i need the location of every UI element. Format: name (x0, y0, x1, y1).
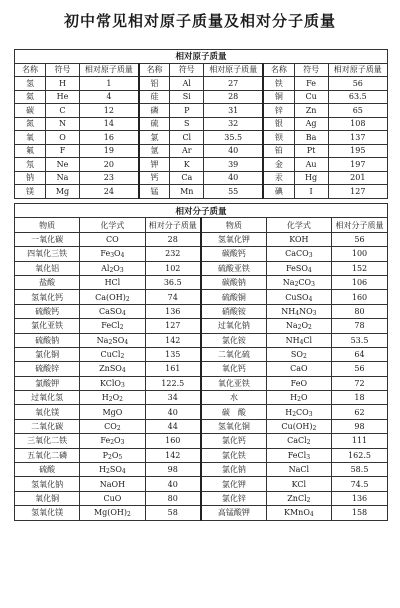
molecular-mass: 98 (332, 419, 388, 433)
substance-name: 氢氧化钾 (201, 232, 266, 246)
substance-name: 碳酸钙 (201, 247, 266, 261)
molecular-mass: 64 (332, 347, 388, 361)
chemical-formula: $NH_4NO_3$ (266, 304, 331, 318)
molecular-mass: 72 (332, 376, 388, 390)
table-row (15, 333, 388, 347)
table-row (15, 131, 388, 145)
substance-name: 盐酸 (15, 275, 80, 289)
chemical-formula: MgO (80, 405, 145, 419)
element-symbol: Na (45, 171, 79, 185)
substance-name: 五氧化二磷 (15, 448, 80, 462)
atomic-mass: 63.5 (328, 90, 387, 104)
atomic-mass: 108 (328, 117, 387, 131)
atomic-mass: 55 (204, 185, 263, 199)
atomic-mass: 20 (79, 158, 138, 172)
atomic-header: 符号 (170, 63, 204, 77)
chemical-formula: KMnO$_4$ (266, 506, 331, 520)
molecular-mass: 152 (332, 261, 388, 275)
element-symbol: P (170, 104, 204, 118)
molecular-mass: 160 (332, 290, 388, 304)
table-row (15, 434, 388, 448)
element-name: 锰 (139, 185, 170, 199)
element-symbol: Fe (294, 77, 328, 91)
table-row (15, 77, 388, 91)
molecular-mass: 58.5 (332, 463, 388, 477)
atomic-mass: 195 (328, 144, 387, 158)
atomic-mass-table (14, 49, 388, 199)
molecular-mass: 34 (145, 391, 201, 405)
chemical-formula: $Na_2CO_3$ (266, 275, 331, 289)
molecular-mass: 122.5 (145, 376, 201, 390)
element-symbol: Ba (294, 131, 328, 145)
page-title: 初中常见相对原子质量及相对分子质量 (63, 12, 336, 30)
substance-name: 水 (201, 391, 266, 405)
molecular-mass: 136 (332, 491, 388, 505)
chemical-formula: FeSO$_4$ (266, 261, 331, 275)
substance-name: 氯化钾 (201, 477, 266, 491)
element-symbol: F (45, 144, 79, 158)
chemical-formula: $Cu(OH)_2$ (266, 419, 331, 433)
table-row (15, 391, 388, 405)
table-row (15, 90, 388, 104)
atomic-mass: 201 (328, 171, 387, 185)
substance-name: 氯化锌 (201, 491, 266, 505)
chemical-formula: ZnSO$_4$ (80, 362, 145, 376)
chemical-formula: CO (80, 232, 145, 246)
chemical-formula: CaCO$_3$ (266, 247, 331, 261)
element-name: 碳 (15, 104, 46, 118)
substance-name: 四氧化三铁 (15, 247, 80, 261)
table-row (15, 232, 388, 246)
element-name: 氦 (15, 90, 46, 104)
element-name: 金 (263, 158, 294, 172)
molecular-mass: 232 (145, 247, 201, 261)
element-symbol: C (45, 104, 79, 118)
substance-name: 氯化钠 (201, 463, 266, 477)
table-row (15, 104, 388, 118)
table-row (15, 506, 388, 520)
atomic-section-title: 相对原子质量 (15, 50, 388, 64)
molecular-mass: 74.5 (332, 477, 388, 491)
atomic-mass: 12 (79, 104, 138, 118)
element-symbol: Pt (294, 144, 328, 158)
atomic-header: 名称 (139, 63, 170, 77)
atomic-mass: 35.5 (204, 131, 263, 145)
substance-name: 氯化钙 (201, 434, 266, 448)
substance-name: 氢氧化钠 (15, 477, 80, 491)
element-name: 氖 (15, 158, 46, 172)
molecular-mass: 135 (145, 347, 201, 361)
table-row (15, 419, 388, 433)
chemical-formula: $H_2SO_4$ (80, 463, 145, 477)
element-symbol: H (45, 77, 79, 91)
table-row (15, 448, 388, 462)
chemical-formula: ZnCl$_2$ (266, 491, 331, 505)
table-row (15, 158, 388, 172)
chemical-formula: CuSO$_4$ (266, 290, 331, 304)
atomic-header: 相对原子质量 (204, 63, 263, 77)
element-symbol: Hg (294, 171, 328, 185)
substance-name: 硫酸铜 (201, 290, 266, 304)
element-name: 汞 (263, 171, 294, 185)
element-symbol: Zn (294, 104, 328, 118)
atomic-mass: 23 (79, 171, 138, 185)
molecular-mass: 53.5 (332, 333, 388, 347)
molecular-mass: 36.5 (145, 275, 201, 289)
atomic-mass: 40 (204, 171, 263, 185)
atomic-mass: 4 (79, 90, 138, 104)
molecular-mass: 100 (332, 247, 388, 261)
molecular-mass-table (14, 203, 388, 521)
molecular-mass: 158 (332, 506, 388, 520)
substance-name: 三氧化二铁 (15, 434, 80, 448)
atomic-mass: 24 (79, 185, 138, 199)
element-symbol: Mg (45, 185, 79, 199)
table-row (15, 491, 388, 505)
chemical-formula: $H_2O$ (266, 391, 331, 405)
substance-name: 硫酸 (15, 463, 80, 477)
element-symbol: I (294, 185, 328, 199)
element-name: 铂 (263, 144, 294, 158)
substance-name: 氧化铝 (15, 261, 80, 275)
molecular-mass: 28 (145, 232, 201, 246)
atomic-mass: 19 (79, 144, 138, 158)
chemical-formula: CaCl$_2$ (266, 434, 331, 448)
element-name: 镁 (15, 185, 46, 199)
atomic-mass: 197 (328, 158, 387, 172)
element-name: 氩 (139, 144, 170, 158)
molecular-header: 化学式 (80, 218, 145, 232)
element-name: 氧 (15, 131, 46, 145)
molecular-mass: 62 (332, 405, 388, 419)
chemical-formula: CuO (80, 491, 145, 505)
table-row (15, 275, 388, 289)
substance-name: 氢氧化铜 (201, 419, 266, 433)
element-name: 铝 (139, 77, 170, 91)
molecular-mass: 160 (145, 434, 201, 448)
molecular-mass: 136 (145, 304, 201, 318)
element-symbol: Si (170, 90, 204, 104)
element-name: 钾 (139, 158, 170, 172)
molecular-mass: 142 (145, 333, 201, 347)
table-row (15, 463, 388, 477)
atomic-mass: 39 (204, 158, 263, 172)
table-row (15, 247, 388, 261)
table-row (15, 376, 388, 390)
chemical-formula: $Mg(OH)_2$ (80, 506, 145, 520)
element-symbol: S (170, 117, 204, 131)
molecular-mass: 44 (145, 419, 201, 433)
element-symbol: Ca (170, 171, 204, 185)
chemical-formula: KCl (266, 477, 331, 491)
element-name: 硫 (139, 117, 170, 131)
chemical-formula: $CO_2$ (80, 419, 145, 433)
substance-name: 氯化铜 (15, 347, 80, 361)
element-name: 锌 (263, 104, 294, 118)
element-symbol: Au (294, 158, 328, 172)
chemical-formula: $H_2O_2$ (80, 391, 145, 405)
substance-name: 氧化亚铁 (201, 376, 266, 390)
table-row (15, 347, 388, 361)
substance-name: 氢氧化钙 (15, 290, 80, 304)
atomic-mass: 127 (328, 185, 387, 199)
molecular-mass: 80 (145, 491, 201, 505)
molecular-mass: 102 (145, 261, 201, 275)
atomic-header: 相对原子质量 (79, 63, 138, 77)
atomic-mass: 32 (204, 117, 263, 131)
table-row (15, 362, 388, 376)
chemical-formula: FeCl$_2$ (80, 319, 145, 333)
atomic-mass: 16 (79, 131, 138, 145)
chemical-formula: CaO (266, 362, 331, 376)
element-name: 氮 (15, 117, 46, 131)
substance-name: 氧化镁 (15, 405, 80, 419)
element-name: 氢 (15, 77, 46, 91)
molecular-mass: 80 (332, 304, 388, 318)
element-symbol: N (45, 117, 79, 131)
substance-name: 氯化铁 (201, 448, 266, 462)
substance-name: 高锰酸钾 (201, 506, 266, 520)
element-symbol: Cl (170, 131, 204, 145)
element-symbol: O (45, 131, 79, 145)
element-symbol: Mn (170, 185, 204, 199)
molecular-mass: 40 (145, 477, 201, 491)
chemical-formula: KClO$_3$ (80, 376, 145, 390)
molecular-header: 物质 (201, 218, 266, 232)
chemical-formula: $NH_4Cl$ (266, 333, 331, 347)
molecular-header: 相对分子质量 (145, 218, 201, 232)
substance-name: 碳酸钠 (201, 275, 266, 289)
chemical-formula: KOH (266, 232, 331, 246)
atomic-mass: 65 (328, 104, 387, 118)
chemical-formula: NaOH (80, 477, 145, 491)
atomic-mass: 1 (79, 77, 138, 91)
chemical-formula: HCl (80, 275, 145, 289)
atomic-mass: 27 (204, 77, 263, 91)
substance-name: 一氧化碳 (15, 232, 80, 246)
substance-name: 碳 酸 (201, 405, 266, 419)
chemical-formula: NaCl (266, 463, 331, 477)
chemical-formula: CuCl$_2$ (80, 347, 145, 361)
molecular-mass: 40 (145, 405, 201, 419)
chemical-formula: FeO (266, 376, 331, 390)
element-name: 铁 (263, 77, 294, 91)
element-name: 钠 (15, 171, 46, 185)
atomic-mass: 56 (328, 77, 387, 91)
atomic-header: 名称 (263, 63, 294, 77)
molecular-mass: 106 (332, 275, 388, 289)
substance-name: 硫酸锌 (15, 362, 80, 376)
atomic-mass: 28 (204, 90, 263, 104)
chemical-formula: FeCl$_3$ (266, 448, 331, 462)
element-name: 银 (263, 117, 294, 131)
atomic-header: 符号 (294, 63, 328, 77)
element-name: 钙 (139, 171, 170, 185)
table-row (15, 290, 388, 304)
chemical-formula: $Ca(OH)_2$ (80, 290, 145, 304)
molecular-header: 物质 (15, 218, 80, 232)
substance-name: 硫酸亚铁 (201, 261, 266, 275)
molecular-mass: 111 (332, 434, 388, 448)
table-row (15, 185, 388, 199)
element-name: 氟 (15, 144, 46, 158)
chemical-formula: $Na_2SO_4$ (80, 333, 145, 347)
substance-name: 二氧化硫 (201, 347, 266, 361)
element-symbol: Ne (45, 158, 79, 172)
atomic-header: 名称 (15, 63, 46, 77)
chemical-formula: $SO_2$ (266, 347, 331, 361)
chemical-formula: $Al_2O_3$ (80, 261, 145, 275)
substance-name: 二氧化碳 (15, 419, 80, 433)
element-symbol: Ag (294, 117, 328, 131)
table-row (15, 144, 388, 158)
molecular-section-title: 相对分子质量 (15, 204, 388, 218)
element-symbol: Cu (294, 90, 328, 104)
atomic-mass: 137 (328, 131, 387, 145)
molecular-mass: 74 (145, 290, 201, 304)
table-row (15, 304, 388, 318)
atomic-mass: 31 (204, 104, 263, 118)
substance-name: 过氧化钠 (201, 319, 266, 333)
table-row (15, 319, 388, 333)
table-row (15, 171, 388, 185)
element-name: 铜 (263, 90, 294, 104)
substance-name: 氧化铜 (15, 491, 80, 505)
substance-name: 氯化亚铁 (15, 319, 80, 333)
molecular-mass: 161 (145, 362, 201, 376)
substance-name: 氯酸钾 (15, 376, 80, 390)
molecular-header: 化学式 (266, 218, 331, 232)
table-row (15, 117, 388, 131)
molecular-mass: 162.5 (332, 448, 388, 462)
chemical-formula: $H_2CO_3$ (266, 405, 331, 419)
molecular-mass: 127 (145, 319, 201, 333)
molecular-mass: 98 (145, 463, 201, 477)
table-row (15, 261, 388, 275)
substance-name: 氢氧化镁 (15, 506, 80, 520)
chemical-formula: $P_2O_5$ (80, 448, 145, 462)
element-name: 氯 (139, 131, 170, 145)
element-name: 硅 (139, 90, 170, 104)
substance-name: 氯化铵 (201, 333, 266, 347)
molecular-mass: 78 (332, 319, 388, 333)
element-symbol: Al (170, 77, 204, 91)
chemical-formula: $Fe_3O_4$ (80, 247, 145, 261)
molecular-mass: 142 (145, 448, 201, 462)
chemical-formula: CaSO$_4$ (80, 304, 145, 318)
atomic-mass: 40 (204, 144, 263, 158)
table-row (15, 477, 388, 491)
substance-name: 硝酸铵 (201, 304, 266, 318)
element-symbol: He (45, 90, 79, 104)
chemical-formula: $Na_2O_2$ (266, 319, 331, 333)
element-symbol: K (170, 158, 204, 172)
molecular-mass: 56 (332, 362, 388, 376)
element-name: 钡 (263, 131, 294, 145)
molecular-mass: 56 (332, 232, 388, 246)
element-name: 磷 (139, 104, 170, 118)
substance-name: 硫酸钠 (15, 333, 80, 347)
table-row (15, 405, 388, 419)
molecular-mass: 18 (332, 391, 388, 405)
substance-name: 氧化钙 (201, 362, 266, 376)
element-name: 碘 (263, 185, 294, 199)
molecular-mass: 58 (145, 506, 201, 520)
substance-name: 硫酸钙 (15, 304, 80, 318)
atomic-header: 相对原子质量 (328, 63, 387, 77)
substance-name: 过氧化氢 (15, 391, 80, 405)
molecular-header: 相对分子质量 (332, 218, 388, 232)
atomic-header: 符号 (45, 63, 79, 77)
atomic-mass: 14 (79, 117, 138, 131)
element-symbol: Ar (170, 144, 204, 158)
chemical-formula: $Fe_2O_3$ (80, 434, 145, 448)
